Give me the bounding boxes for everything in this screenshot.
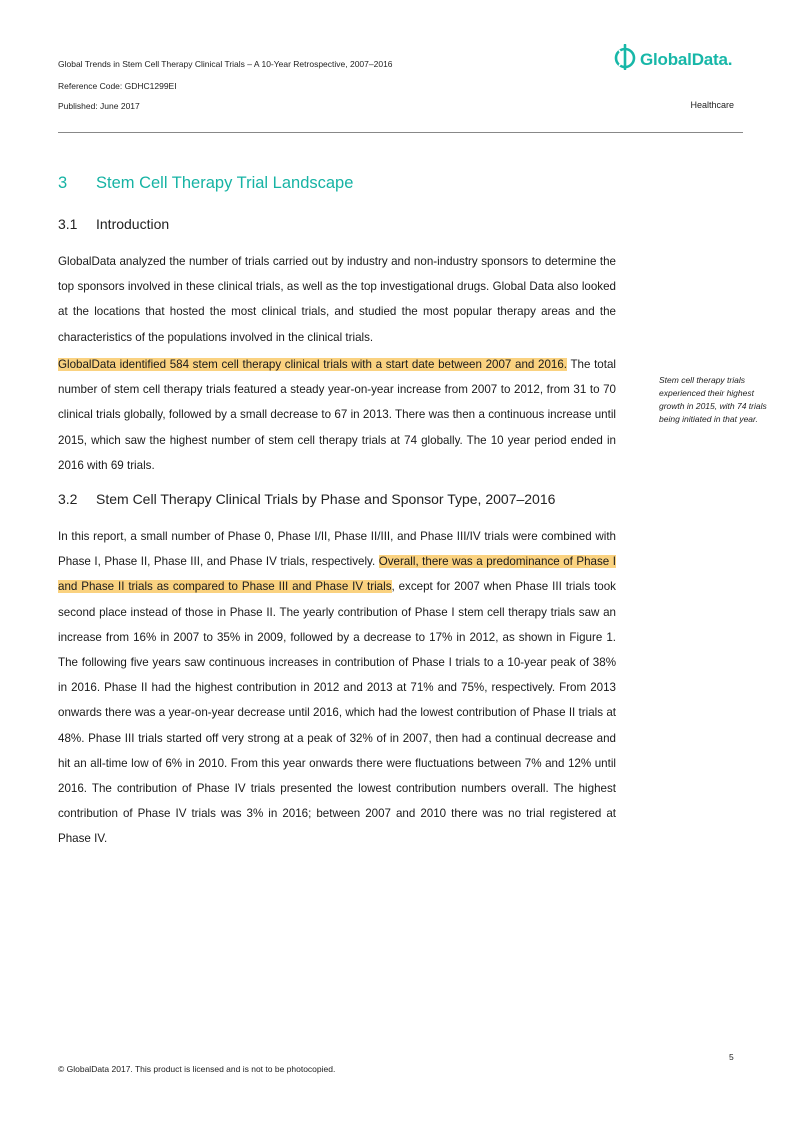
section-title: Stem Cell Therapy Trial Landscape — [96, 174, 354, 192]
trials-summary-paragraph — [58, 352, 616, 478]
highlighted-text: Overall, there was a predominance of Phase I and Phase II trials as compared to Phase III and Phase IV trials — [58, 555, 616, 594]
intro-paragraph: GlobalData analyzed the number of trials carried out by industry and non-industry sponsors to determine the top sponsors involved in these clinical trials, as well as the top investigational drugs. Global Data also looked at the locations that hosted the most clinical trials, and studied the most popular therapy areas and the characteristics of the populations involved in the clinical trials. — [58, 255, 616, 344]
section-number: 3 — [58, 174, 68, 192]
highlighted-text: GlobalData identified 584 stem cell therapy clinical trials with a start date between 2007 and 2016. — [58, 358, 568, 371]
paragraph-text: The total number of stem cell therapy trials featured a steady year-on-year increase from 2007 to 2012, from 31 to 70 clinical trials globally, followed by a small decrease to 67 in 2013. There was then a continuous increase until 2015, which saw the highest number of stem cell therapy trials at 74 globally. The 10 year period ended in 2016 with 69 trials. — [58, 358, 616, 472]
subsection-title: Stem Cell Therapy Clinical Trials by Phase and Sponsor Type, 2007–2016 — [96, 491, 556, 507]
published-date: Published: June 2017 — [58, 101, 140, 111]
subsection-title: Introduction — [96, 216, 170, 232]
header-title: Global Trends in Stem Cell Therapy Clinical Trials – A 10-Year Retrospective, 2007–2016 — [58, 59, 393, 69]
paragraph-text: In this report, a small number of Phase 0, Phase I/II, Phase II/III, and Phase III/IV trials were combined with Phase I, Phase II, Phase III, and Phase IV trials, respectively. — [58, 530, 616, 569]
globaldata-logo-icon — [614, 44, 636, 75]
reference-code: Reference Code: GDHC1299EI — [58, 81, 177, 91]
header-divider — [58, 132, 743, 133]
sector-label: Healthcare — [690, 100, 734, 110]
subsection-number: 3.2 — [58, 491, 78, 507]
phase-paragraph — [58, 524, 616, 852]
subsection-heading-intro — [58, 216, 169, 232]
logo-text: GlobalData. — [640, 49, 733, 69]
subsection-number: 3.1 — [58, 216, 78, 232]
side-note: Stem cell therapy trials experienced their highest growth in 2015, with 74 trials being initiated in that year. — [659, 375, 767, 424]
paragraph-text: , except for 2007 when Phase III trials took second place instead of those in Phase II. The yearly contribution of Phase I stem cell therapy trials saw an increase from 16% in 2007 to 35% in 2009, followed by a decrease to 17% in 2012, as shown in Figure 1. The following five years saw continuous increases in contribution of Phase I trials to a 10-year peak of 38% in 2016. Phase II had the highest contribution in 2012 and 2013 at 71% and 75%, respectively. From 2013 onwards there was a year-on-year decrease until 2016, which had the lowest contribution of Phase II trials at 48%. Phase III trials started off very strong at a peak of 32% of in 2007, then had a continual decrease and hit an all-time low of 6% in 2010. From this year onwards there were fluctuations between 7% and 12% until 2016. The contribution of Phase IV trials presented the lowest contribution numbers overall. The highest contribution of Phase IV trials was 3% in 2016; between 2007 and 2010 there was no trial registered at Phase IV. — [58, 580, 616, 846]
section-heading — [58, 174, 353, 193]
footer-copyright: © GlobalData 2017. This product is licensed and is not to be photocopied. — [58, 1064, 336, 1074]
subsection-heading-phase — [58, 491, 555, 507]
page-number: 5 — [729, 1052, 734, 1062]
globaldata-logo — [614, 44, 732, 75]
